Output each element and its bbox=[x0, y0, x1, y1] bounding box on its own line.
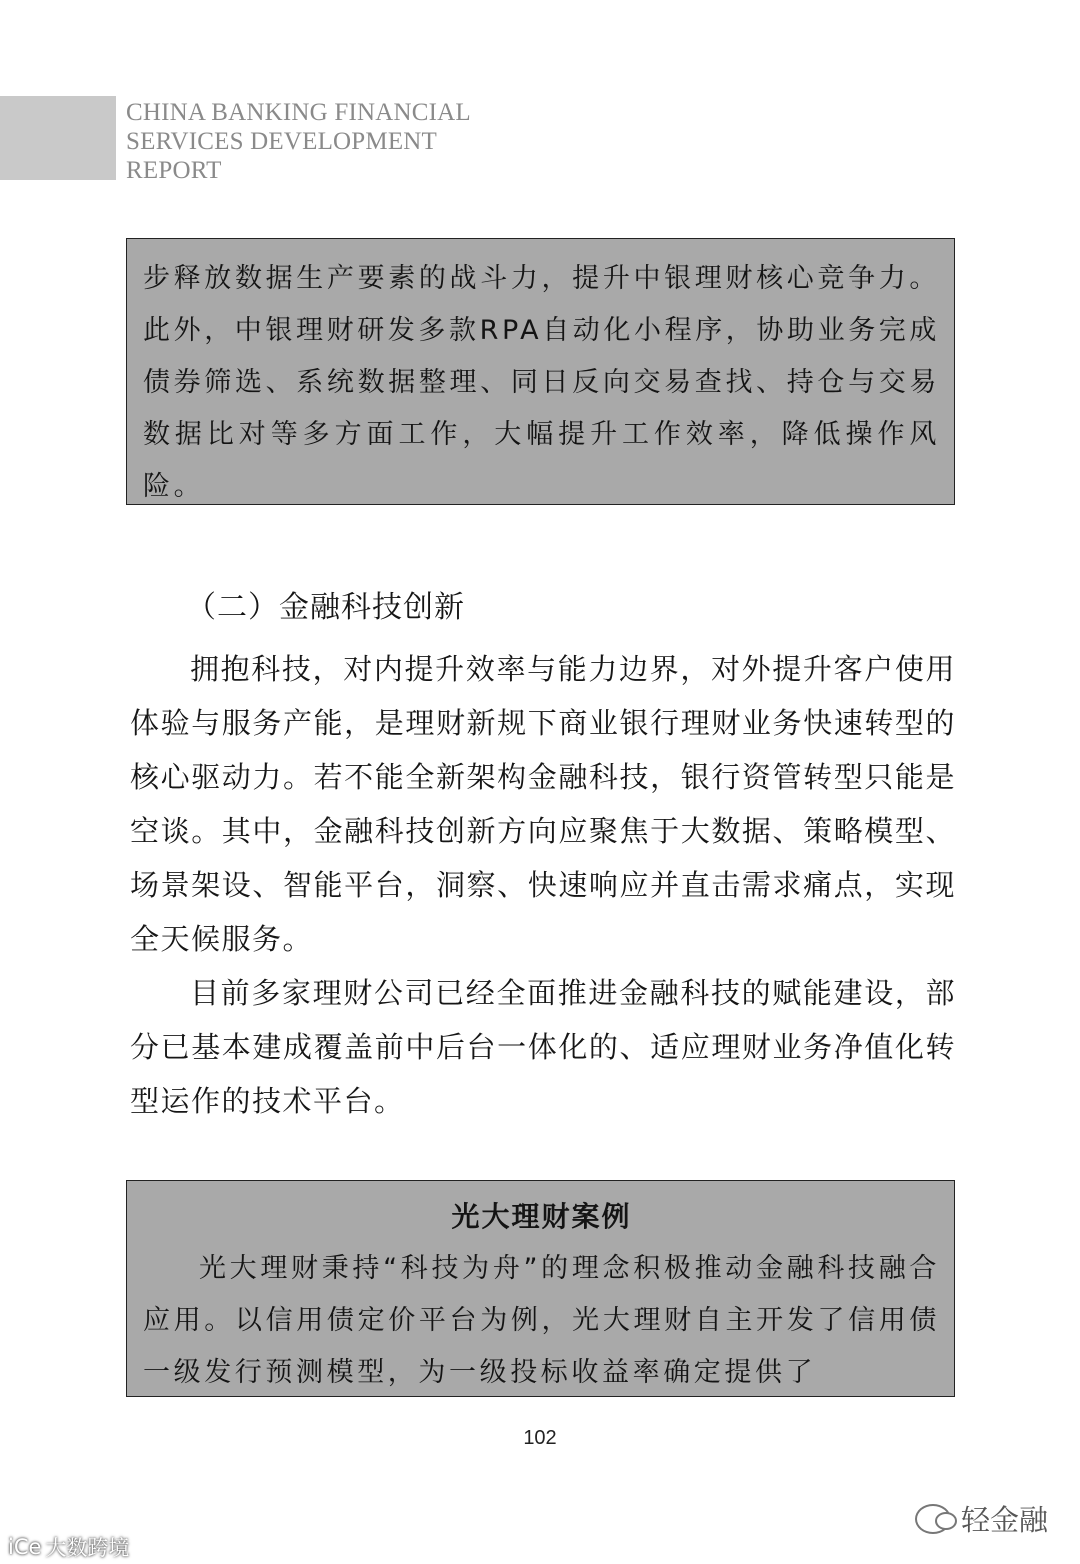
watermark-left-text: 大数跨境 bbox=[45, 1536, 130, 1560]
watermark-right-text: 轻金融 bbox=[960, 1503, 1048, 1537]
wechat-icon bbox=[915, 1504, 951, 1534]
case-box-text: 步释放数据生产要素的战斗力，提升中银理财核心竞争力。此外，中银理财研发多款RPA自动化小程序，协助业务完成债券筛选、系统数据整理、同日反向交易查找、持仓与交易数据比对等多方面工作，大幅提升工作效率，降低操作风险。 bbox=[143, 263, 940, 502]
watermark-logo-icon: iCe bbox=[8, 1535, 42, 1559]
report-header bbox=[126, 98, 606, 185]
case-box-title: 光大理财案例 bbox=[451, 1200, 632, 1233]
header-line-2: SERVICES DEVELOPMENT bbox=[126, 128, 438, 155]
body-paragraph-1: 拥抱科技，对内提升效率与能力边界，对外提升客户使用体验与服务产能，是理财新规下商业银行理财业务快速转型的核心驱动力。若不能全新架构金融科技，银行资管转型只能是空谈。其中，金融科技创新方向应聚焦于大数据、策略模型、场景架设、智能平台，洞察、快速响应并直击需求痛点，实现全天候服务。 bbox=[130, 652, 956, 956]
section-body bbox=[130, 642, 956, 1128]
page-number: 102 bbox=[523, 1427, 557, 1449]
body-paragraph-2: 目前多家理财公司已经全面推进金融科技的赋能建设，部分已基本建成覆盖前中后台一体化的、适应理财业务净值化转型运作的技术平台。 bbox=[130, 976, 956, 1118]
case-box-text-2: 光大理财秉持“科技为舟”的理念积极推动金融科技融合应用。以信用债定价平台为例，光大理财自主开发了信用债一级发行预测模型，为一级投标收益率确定提供了 bbox=[143, 1253, 940, 1388]
watermark-left bbox=[8, 1532, 129, 1562]
header-gray-tab bbox=[0, 96, 116, 180]
watermark-right bbox=[915, 1498, 1048, 1539]
case-box-everbright bbox=[126, 1180, 955, 1397]
header-line-3: REPORT bbox=[126, 157, 222, 184]
header-line-1: CHINA BANKING FINANCIAL bbox=[126, 99, 471, 126]
case-box-continued bbox=[126, 238, 955, 505]
section-heading: （二）金融科技创新 bbox=[186, 590, 465, 625]
